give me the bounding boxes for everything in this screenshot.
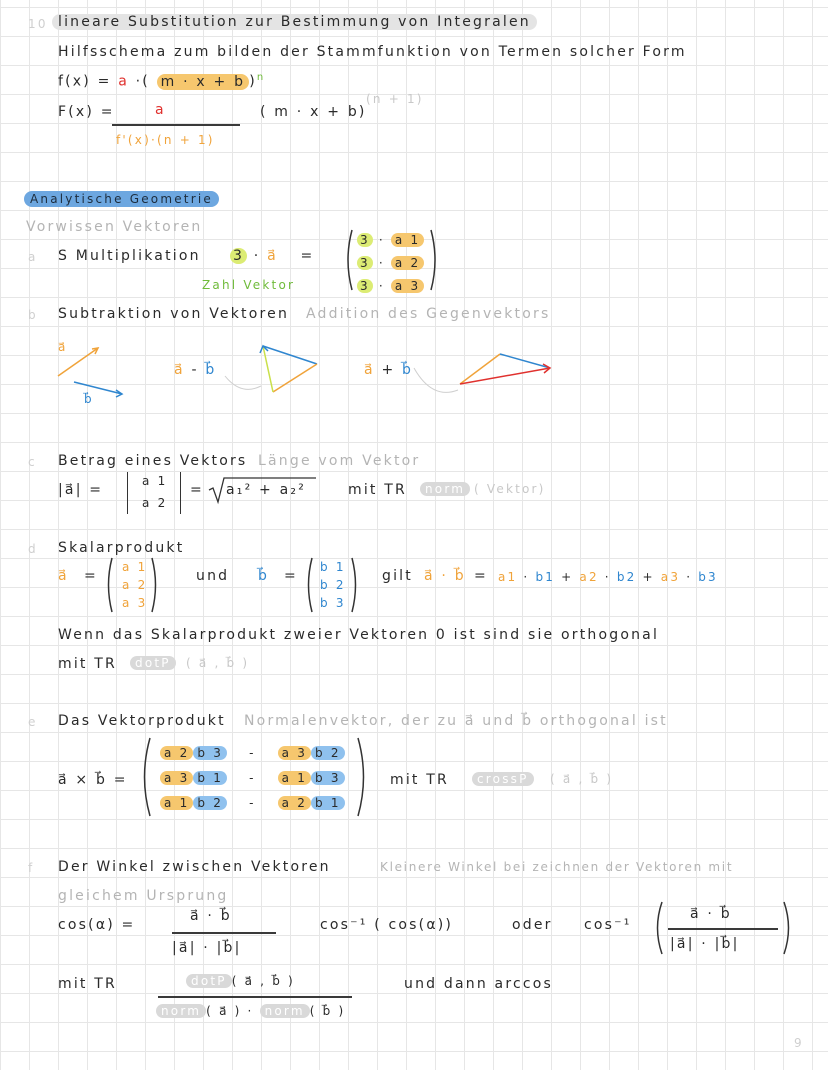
- d-mit-tr: mit TR: [58, 656, 117, 672]
- section-title: Analytische Geometrie: [24, 191, 219, 207]
- formula-term: +: [642, 570, 655, 584]
- sum-vec-a: a⃗: [364, 362, 375, 378]
- diff-vec-b: b⃗: [205, 362, 217, 378]
- cos-inverse-2: cos⁻¹: [584, 917, 632, 933]
- F-label: F(x) =: [58, 104, 115, 120]
- cross-lhs: a⃗ × b⃗ =: [58, 772, 128, 788]
- matrix-row: [357, 229, 424, 252]
- vector-a: a⃗: [267, 248, 278, 264]
- item-label-b: b: [28, 308, 38, 322]
- mag-component-1: a 1: [142, 474, 168, 488]
- sum-resultant: [460, 368, 550, 384]
- zahl-vektor-note: Zahl Vektor: [202, 278, 296, 292]
- equals: =: [300, 248, 315, 264]
- s-mult-title: S Multiplikation: [58, 248, 201, 264]
- curved-arrow: [414, 368, 458, 392]
- tr-dotp-badge: dotP: [130, 656, 176, 670]
- tr-norm-badge: norm: [420, 482, 470, 496]
- row-scalar: 3: [357, 233, 373, 247]
- vector-diagram-a-b: [50, 340, 130, 400]
- gilt: gilt: [382, 568, 413, 584]
- a-vec-bracket-right: [150, 556, 160, 614]
- cosinv-denominator: |a⃗| · |b⃗|: [670, 936, 740, 952]
- matrix-row: [357, 252, 424, 275]
- subtraction-note: Addition des Gegenvektors: [306, 306, 551, 322]
- dot-product-formula: [498, 570, 718, 584]
- cross-row: [160, 791, 345, 816]
- f-dot: ·(: [135, 73, 150, 90]
- cross-term: a 3: [160, 771, 193, 785]
- f-inner: m · x + b: [157, 74, 250, 90]
- row-dot: ·: [378, 256, 385, 270]
- formula-term: ·: [686, 570, 693, 584]
- tr-crossp-badge: crossP: [472, 772, 534, 786]
- b-component: b 1: [320, 560, 346, 574]
- cross-minus: -: [249, 746, 256, 760]
- formula-term: +: [561, 570, 574, 584]
- a-vec-bracket-left: [104, 556, 114, 614]
- d-vec-a: a⃗: [58, 568, 69, 584]
- cross-product-note: Normalenvektor, der zu a⃗ und b⃗ orthogonal ist: [244, 713, 668, 729]
- item-label-c: c: [28, 455, 37, 469]
- cross-term: b 3: [311, 771, 345, 785]
- page-number: 9: [794, 1036, 804, 1050]
- arrow-label-b: b⃗: [84, 392, 94, 406]
- vector-b-arrow: [74, 382, 122, 394]
- curved-arrow: [225, 376, 261, 389]
- cross-term: a 1: [278, 771, 311, 785]
- cos-denominator: |a⃗| · |b⃗|: [172, 940, 242, 956]
- f-formula: [58, 72, 265, 90]
- row-component: a 1: [391, 233, 424, 247]
- cross-row: [160, 766, 345, 791]
- row-dot: ·: [378, 279, 385, 293]
- sum-triangle: [410, 340, 560, 400]
- tr-norm-badge: norm: [156, 1004, 206, 1018]
- cos-fraction-bar: [172, 932, 276, 934]
- F-numerator: a: [155, 102, 166, 118]
- row-scalar: 3: [357, 279, 373, 293]
- formula-term: ·: [523, 570, 530, 584]
- cross-term: b 1: [193, 771, 227, 785]
- cross-bracket-left: [138, 736, 152, 818]
- item-number: 10: [28, 17, 48, 31]
- tr-norm-arg: ( b⃗ ): [309, 1004, 346, 1018]
- subtitle: Hilfsschema zum bilden der Stammfunktion von Termen solcher Form: [58, 44, 687, 60]
- sum-a-side: [460, 354, 500, 384]
- b-vec-bracket-left: [304, 556, 314, 614]
- s-mult-expr: [230, 248, 314, 264]
- triangle-b-side: [263, 346, 317, 364]
- cross-product-title: Das Vektorprodukt: [58, 713, 226, 729]
- angle-note-2: gleichem Ursprung: [58, 888, 229, 904]
- magnitude-note: Länge vom Vektor: [258, 453, 421, 469]
- tr-dotp-arg: ( a⃗ , b⃗ ): [186, 656, 250, 670]
- f-exponent: n: [256, 72, 266, 83]
- minus: -: [191, 362, 199, 378]
- f-mit-tr: mit TR: [58, 976, 117, 992]
- cross-term: b 2: [311, 746, 345, 760]
- formula-term: b1: [535, 570, 556, 584]
- sum-b-side: [500, 354, 550, 368]
- angle-note: Kleinere Winkel bei zeichnen der Vektoren mit: [380, 860, 734, 874]
- row-scalar: 3: [357, 256, 373, 270]
- tr-dot: ·: [247, 1004, 254, 1018]
- f-label: f(x) =: [58, 73, 112, 90]
- cross-minus: -: [249, 771, 256, 785]
- cross-term: b 1: [311, 796, 345, 810]
- item-label-a: a: [28, 250, 38, 264]
- a-component: a 2: [122, 578, 148, 592]
- sum-expr: [364, 362, 413, 378]
- formula-term: b3: [698, 570, 718, 584]
- matrix-row: [357, 275, 424, 298]
- tr-norm-arg: ( Vektor): [474, 482, 546, 496]
- triangle-diff-side: [263, 346, 273, 392]
- tr-fraction-bar: [158, 996, 352, 998]
- cos-numerator: a⃗ · b⃗: [190, 908, 232, 924]
- row-dot: ·: [378, 233, 385, 247]
- cross-row: [160, 741, 345, 766]
- fraction-bar: [112, 124, 240, 126]
- bracket-right: [428, 228, 440, 292]
- prior-title: Vorwissen Vektoren: [26, 219, 203, 235]
- formula-term: a2: [579, 570, 599, 584]
- b-component: b 3: [320, 596, 346, 610]
- page-title: lineare Substitution zur Bestimmung von Integralen: [52, 14, 537, 30]
- cross-term: a 2: [278, 796, 311, 810]
- s-mult-matrix: [357, 229, 424, 298]
- und-dann-arccos: und dann arccos: [404, 976, 554, 992]
- formula-term: a1: [498, 570, 518, 584]
- triangle-a-side: [273, 364, 317, 392]
- cross-term: b 2: [193, 796, 227, 810]
- cross-matrix: [160, 741, 345, 816]
- row-component: a 2: [391, 256, 424, 270]
- plus: +: [381, 362, 396, 378]
- f-a: a: [118, 73, 129, 90]
- cosinv-fraction-bar: [668, 928, 778, 930]
- angle-title: Der Winkel zwischen Vektoren: [58, 859, 331, 875]
- bracket-left: [343, 228, 355, 292]
- tr-dotp-arg: ( a⃗ , b⃗ ): [231, 974, 295, 988]
- tr-norm-badge: norm: [260, 1004, 310, 1018]
- item-label-f: f: [28, 861, 35, 875]
- sum-vec-b: b⃗: [402, 362, 414, 378]
- mag-equals: =: [190, 482, 204, 498]
- d-eq-a: =: [84, 568, 98, 584]
- a-components: [122, 558, 147, 612]
- f-close: ): [249, 73, 257, 90]
- mag-mit-tr: mit TR: [348, 482, 407, 498]
- tr-angle-numerator: [186, 974, 295, 988]
- a-component: a 1: [122, 560, 148, 574]
- item-label-d: d: [28, 542, 38, 556]
- cosinv-numerator: a⃗ · b⃗: [690, 906, 732, 922]
- subtraction-title: Subtraktion von Vektoren: [58, 306, 290, 322]
- und: und: [196, 568, 230, 584]
- cosinv-bracket-right: [782, 900, 794, 956]
- cross-term: a 1: [160, 796, 193, 810]
- cross-term: a 2: [160, 746, 193, 760]
- difference-triangle: [255, 342, 325, 398]
- sqrt-content: a₁² + a₂²: [226, 482, 307, 498]
- b-components: [320, 558, 346, 612]
- cross-term: a 3: [278, 746, 311, 760]
- a-component: a 3: [122, 596, 148, 610]
- tr-crossp-arg: ( a⃗ , b⃗ ): [550, 772, 614, 786]
- row-component: a 3: [391, 279, 424, 293]
- tr-norm-arg: ( a⃗ ): [206, 1004, 242, 1018]
- formula-eq: =: [474, 568, 488, 584]
- dot: ·: [253, 248, 261, 264]
- F-rest: ( m · x + b): [260, 104, 367, 120]
- tr-dotp-badge: dotP: [186, 974, 232, 988]
- arrow-label-a: a⃗: [58, 340, 68, 354]
- cross-term: b 3: [193, 746, 227, 760]
- diff-vec-a: a⃗: [174, 362, 185, 378]
- oder: oder: [512, 917, 553, 933]
- cos-lhs: cos(α) =: [58, 917, 136, 933]
- d-vec-b: b⃗: [258, 568, 270, 584]
- cross-bracket-right: [356, 736, 370, 818]
- F-denominator: f'(x)·(n + 1): [116, 133, 215, 147]
- b-vec-bracket-right: [350, 556, 360, 614]
- tr-angle-denominator: [156, 1004, 345, 1018]
- e-mit-tr: mit TR: [390, 772, 449, 788]
- item-label-e: e: [28, 715, 38, 729]
- a-dot-b: a⃗ · b⃗: [424, 568, 466, 584]
- F-exponent: (n + 1): [366, 92, 424, 106]
- b-component: b 2: [320, 578, 346, 592]
- cross-minus: -: [249, 796, 256, 810]
- formula-term: ·: [604, 570, 611, 584]
- formula-term: a3: [660, 570, 681, 584]
- diff-expr: [174, 362, 216, 378]
- formula-term: b2: [616, 570, 637, 584]
- magnitude-lhs: |a⃗| =: [58, 482, 104, 498]
- cos-inverse: cos⁻¹ ( cos(α)): [320, 917, 454, 933]
- orthogonal-statement: Wenn das Skalarprodukt zweier Vektoren 0 ist sind sie orthogonal: [58, 627, 660, 643]
- scalar: 3: [230, 248, 247, 264]
- mag-component-2: a 2: [142, 496, 168, 510]
- cosinv-bracket-left: [652, 900, 664, 956]
- dot-product-title: Skalarprodukt: [58, 540, 185, 556]
- vector-a-arrow: [58, 348, 98, 376]
- d-eq-b: =: [284, 568, 298, 584]
- magnitude-title: Betrag eines Vektors: [58, 453, 248, 469]
